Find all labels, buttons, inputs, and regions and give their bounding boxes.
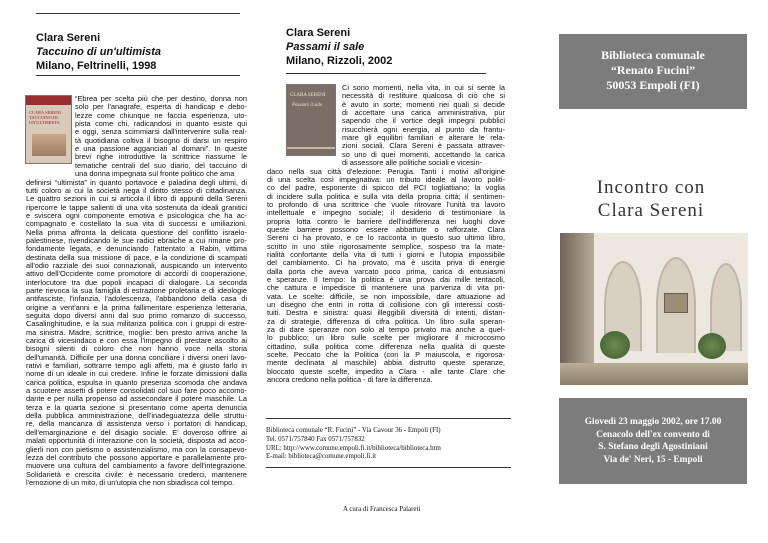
- book2-author: Clara Sereni: [286, 27, 351, 39]
- text-line: tà quotidiana coltiva il bisogno di darsi un respiro: [75, 136, 247, 145]
- text-line: lo pubblico; un libro sulle scelte per migliorare il microcosmo: [267, 334, 505, 343]
- header-rule: [36, 75, 240, 76]
- text-line: to profondo di una scrittrice che vuole ritrovare l'unità tra lavoro: [267, 200, 505, 209]
- text-line: Solidarietà e crescita civile: è necessario crederci, mantenere: [26, 470, 247, 479]
- library-city: 50053 Empoli (FI): [606, 78, 700, 92]
- text-line: definirsi “ultimista” in quanto portavoce e paladina degli ultimi, di: [26, 178, 247, 187]
- text-line: del cambiamento. Ci ha provato, ma è uscita priva di energie: [267, 259, 505, 268]
- book1-title: Taccuino di un'ultimista: [36, 46, 162, 58]
- text-line: un disegno che entri in rotta di collisione con gli interessi costi-: [267, 301, 505, 309]
- event-title: Incontro con Clara Sereni: [596, 177, 706, 221]
- text-line: Ci sono momenti, nella vita, in cui si sente la: [342, 84, 505, 92]
- text-line: Casalinghitudine, e la sua militanza politica con i gruppi di estre-: [26, 320, 247, 329]
- text-line: carica di vicesindaco e con essa l'impegno di prestare ascolto ai: [26, 337, 247, 346]
- text-line: tutti coloro ai cui la società nega il diritto stesso di cittadinanza.: [26, 186, 247, 195]
- text-line: lezza del contributo che possono apportare e parallelamente pro-: [26, 453, 247, 462]
- text-line: è avuto in sorte; momenti nei quali si decide: [342, 100, 505, 109]
- text-line: necessità di restituire qualcosa di ciò che si: [342, 92, 505, 101]
- text-line: tematiche centrali del suo diario, del taccuino di: [75, 161, 247, 170]
- text-line: brevi righe introduttive la scrittrice riassume le: [75, 153, 247, 162]
- text-line: propria lotta contro le barriere dell'indifferenza nei luoghi dove: [267, 217, 505, 226]
- text-line: scritto in uno stile rigorosamente semplice, sospeso tra la mate-: [267, 242, 505, 251]
- header-rule-2: [286, 73, 486, 74]
- text-line: ancora credono nella politica - di fare la differenza.: [267, 376, 433, 385]
- text-line: all'odio razziale dei suoi connazionali, auspicando un intervento: [26, 261, 247, 270]
- text-line: muovere una cultura del cambiamento a favore dell'integrazione.: [26, 462, 247, 471]
- text-line: dante e per nulla propenso ad assecondare il potere maschile. La: [26, 395, 247, 404]
- text-line: zioni sociali. Clara Sereni è passata attraver-: [342, 142, 505, 151]
- book2-cover-image: CLARA SERENI Passami il sale: [286, 84, 336, 156]
- column-book-1: [0, 0, 256, 543]
- event-details: [559, 398, 747, 484]
- text-line: e una passione agganciati al domani”. In queste: [75, 145, 247, 154]
- text-line: ma sinistra. Madre, scrittrice, moglie: ben presto arriva anche la: [26, 328, 247, 337]
- book1-review-intro: [75, 95, 247, 178]
- text-line: queste barriere possono essere abbattute o rafforzate. Clara: [267, 225, 505, 234]
- text-line: carica politica, espulsa in quanto presenza scomoda che andava: [26, 378, 247, 387]
- text-line: interlocutore tra due popoli incapaci di dialogare. La seconda: [26, 278, 247, 287]
- text-line: mente declinata al maschile) abbia distrutto queste speranze,: [267, 359, 505, 368]
- text-line: antifasciste, l'infanzia, l'adolescenza, l'abbandono della casa di: [26, 295, 247, 304]
- text-line: della pubblica amministrazione, dell'inadeguatezza delle struttu-: [26, 412, 247, 421]
- text-line: dell'umanità. Difficile per una donna conciliare i diversi oneri lavo-: [26, 353, 247, 362]
- text-line: rialità confortante della vita di tutti i giorni e l'utopia impossibile: [267, 250, 505, 259]
- text-line: origine a vent'anni e la prima fallimentare esperienza letteraria,: [26, 303, 247, 312]
- event-venue-name: S. Stefano degli Agostiniani: [598, 442, 708, 452]
- text-line: una donna impegnata sul fronte politico che ama: [75, 170, 235, 179]
- book2-review-intro: [342, 84, 505, 167]
- text-line: di assessore alle politiche sociali e vicesin-: [342, 159, 483, 168]
- text-line: compagnato e costellato la sua vita di successi e umiliazioni.: [26, 220, 247, 229]
- top-rule: [36, 13, 240, 14]
- book1-header: [36, 31, 161, 73]
- text-line: di accettare una carica amministrativa, pur: [342, 109, 505, 118]
- book2-title: Passami il sale: [286, 41, 365, 53]
- text-line: palestinese, rivendicando le sue radici ebraiche a cui rimane pro-: [26, 236, 247, 245]
- text-line: sapendo che il vortice degli impegni pubblici: [342, 117, 505, 126]
- library-fucini: “Renato Fucini”: [610, 63, 696, 77]
- text-line: so uno di quei momenti, accettando la carica: [342, 150, 505, 159]
- text-line: attivo dell'Occidente come promotore di accordi di cooperazione,: [26, 270, 247, 279]
- library-contacts: [266, 427, 511, 462]
- text-line: risucchierà ogni energia, al punto da frantu-: [342, 125, 505, 134]
- text-line: a scuotere assetti di potere consolidati col suo fare poco accomo-: [26, 387, 247, 396]
- text-line: bisogni silenti di coloro che non hanno voce nella storia: [26, 345, 247, 354]
- book1-review-body: [26, 179, 247, 488]
- event-date: Giovedì 23 maggio 2002, ore 17.00: [584, 417, 722, 427]
- library-box: [559, 34, 747, 109]
- text-line: rativi e familiari, sottrarre tempo agli affetti, ma è giusto farlo in: [26, 362, 247, 371]
- contacts-rule-bottom: [266, 467, 511, 468]
- text-line: daco nella sua città d'elezione: Perugia. Tanti i motivi all'origine: [267, 167, 505, 176]
- text-line: pista come chi, radicandosi in quanto esiste qui: [75, 120, 247, 129]
- book1-cover-image: [25, 95, 72, 164]
- event-address: Via de' Neri, 15 - Empoli: [603, 454, 703, 465]
- text-line: tuiti. Destra e sinistra: quasi illeggibili diversità di intenti, distan-: [267, 309, 505, 318]
- contacts-rule-top: [266, 418, 511, 419]
- book1-author: Clara Sereni: [36, 32, 101, 44]
- book2-header: [286, 26, 392, 68]
- text-line: e oggi, senza scimmiarsi dall'intervenire sulla real-: [75, 128, 247, 137]
- text-line: lezze come chiunque ne faccia esperienza, uto-: [75, 111, 247, 120]
- book1-cover-title: CLARA SERENI TACCUINO DI UN'ULTIMISTA: [29, 110, 61, 125]
- text-line: Nella prima affronta la delicata questione del conflitto israelo-: [26, 228, 247, 237]
- text-line: e sviscera ogni componente emotiva e psicologica che ha ac-: [26, 211, 247, 220]
- text-line: l'emozione di un mito, di un'utopia che non sbiadisca col tempo.: [26, 478, 235, 487]
- text-line: scelte. Peccato che la Politica (con la P maiuscola, e rigorosa-: [267, 351, 505, 360]
- library-name: Biblioteca comunale: [601, 48, 705, 62]
- text-line: dell'emarginazione e del disagio sociale. E' doveroso offrire ai: [26, 428, 247, 437]
- text-line: destinata della sua missione di pace, e la condizione di scampati: [26, 253, 247, 262]
- text-line: seguita dopo diversi anni dal suo primo romanzo di successo,: [26, 312, 247, 320]
- text-line: malati opportunità di interazione con la società, disposta ad acco-: [26, 437, 247, 446]
- text-line: za di dare speranze non solo al tempo privato ma anche a quel-: [267, 326, 505, 335]
- text-line: ripercorre le tappe salienti di una vita sostenuta da ideali granitici: [26, 203, 247, 212]
- text-line: parte rievoca la sua famiglia di estrazione proletaria e di ideologie: [26, 286, 247, 295]
- text-line: bloccato queste scelte, impedito a Clara - alle tante Clare che: [267, 367, 505, 376]
- text-line: glierli non con pietismo o assistenzialismo, ma con la consapevo-: [26, 445, 247, 454]
- credit: A cura di Francesca Palareti: [343, 506, 421, 513]
- text-line: e speranze. Il tempo: la politica è una prova dai mille tentacoli,: [267, 275, 505, 284]
- text-line: co del padre, esponente di spicco del PCI togliattiano; la voglia: [267, 184, 505, 193]
- event-venue: Cenacolo dell'ex convento di: [596, 429, 710, 440]
- contact-phone: Tel. 0571/757840 Fax 0571/757832: [266, 435, 365, 443]
- text-line: che cattura e impedisce di mantenere una parvenza di vita pri-: [267, 284, 505, 293]
- text-line: za di strategie, differenza di cifra politica. Un libro sulla speran-: [267, 317, 505, 326]
- cloister-photo: [560, 233, 748, 385]
- text-line: vata. Le scelte: difficile, se non impossibile, dare attuazione ad: [267, 292, 505, 301]
- text-line: di incidere sulla politica e sulla vita della propria città; il sentimen-: [267, 192, 505, 201]
- book2-review-body: [267, 168, 505, 385]
- contact-address: Biblioteca comunale “R. Fucini” - Via Cavour 36 - Empoli (FI): [266, 427, 441, 434]
- text-line: mare gli equilibri familiari e alterare le rela-: [342, 134, 505, 143]
- text-line: intellettuale e impegno sociale; il desiderio di testimoniare la: [267, 209, 505, 218]
- text-line: solo per l'anagrafe, esperta di handicap e debo-: [75, 103, 247, 112]
- text-line: dalla porta che aveva varcato poco prima, carica di entusiasmi: [267, 267, 505, 276]
- book1-publisher: Milano, Feltrinelli, 1998: [36, 60, 157, 72]
- text-line: cittadino, sulla politica come differenza nella qualità di queste: [267, 342, 505, 351]
- text-line: nome di un ideale in cui credere. Infine le forzate dimissioni dalla: [26, 370, 247, 379]
- text-line: re, della mancanza di assistenza verso i portatori di handicap,: [26, 420, 247, 429]
- text-line: terza e la quarta sezione si presentano come aperta denuncia: [26, 403, 247, 412]
- text-line: fondamente legata, e denunciando l'attentato a Rabin, vittima: [26, 245, 247, 254]
- text-line: Sereni ci ha provato, e ce lo racconta in questo suo ultimo libro,: [267, 234, 505, 243]
- contact-email[interactable]: E-mail: biblioteca@comune.empoli.fi.it: [266, 453, 377, 461]
- text-line: di una scelta così impegnativa: un tributo ideale al lavoro politi-: [267, 175, 505, 184]
- book2-publisher: Milano, Rizzoli, 2002: [286, 55, 393, 67]
- contact-url[interactable]: URL: http://www.comune.empoli.fi.it/biblioteca/biblioteca.htm: [266, 444, 441, 452]
- text-line: Le quattro sezioni in cui si articola il libro di appunti della Sereni: [26, 195, 247, 204]
- text-line: “Ebrea per scelta più che per destino, donna non: [75, 95, 247, 103]
